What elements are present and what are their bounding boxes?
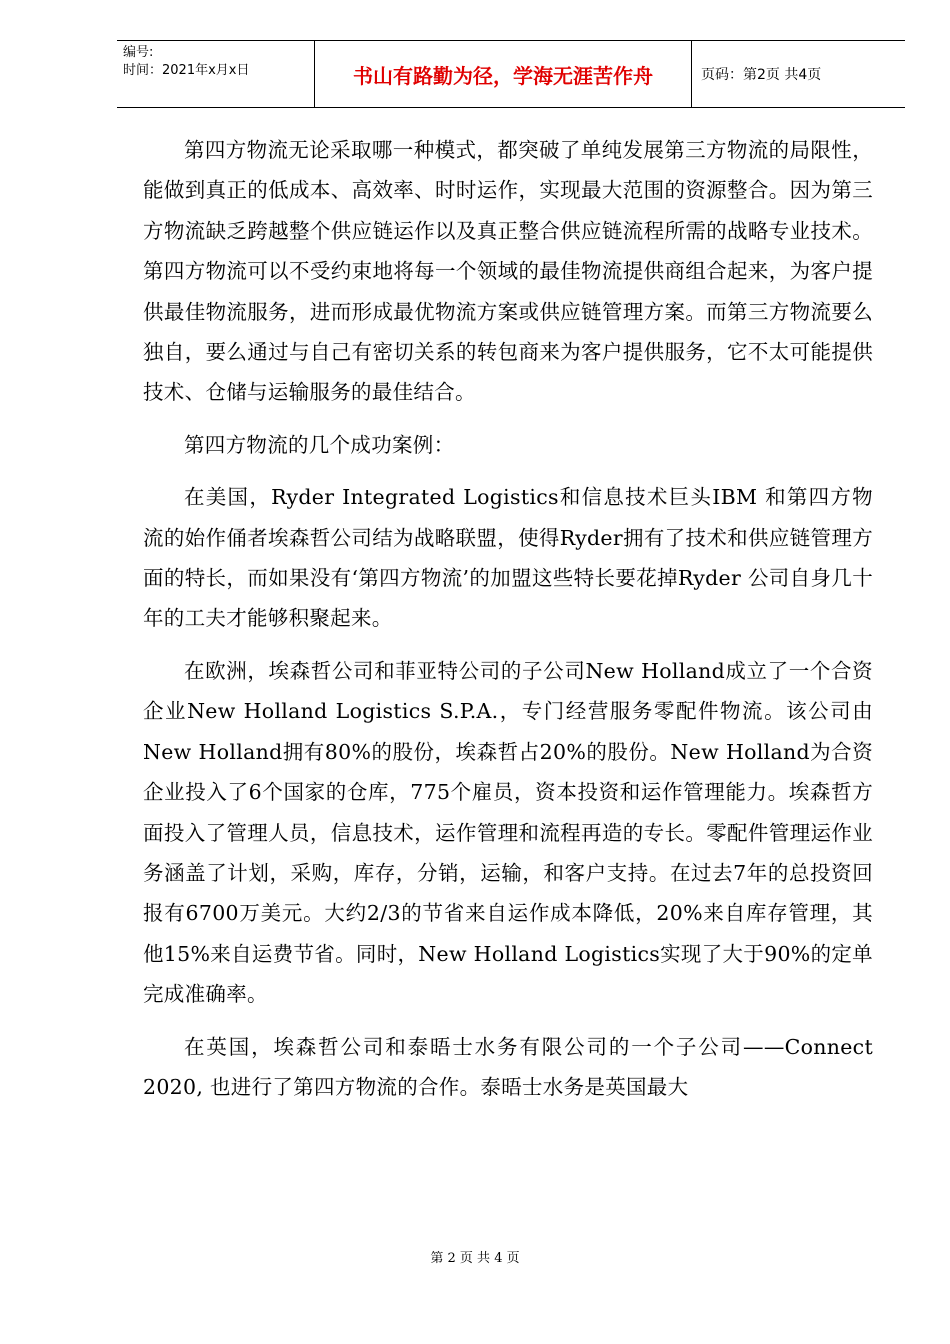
paragraph: 在美国，Ryder Integrated Logistics和信息技术巨头IBM 和第四方物流的始作俑者埃森哲公司结为战略联盟，使得Ryder拥有了技术和供应链管理方面的特长，而如果没有‘第四方物流’的加盟这些特长要花掉Ryder 公司自身几十年的工夫才能够积聚起来。	[143, 485, 873, 631]
paragraph: 在英国，埃森哲公司和泰晤士水务有限公司的一个子公司——Connect 2020, 也进行了第四方物流的合作。泰晤士水务是英国最大	[143, 1034, 873, 1099]
paragraph: 第四方物流无论采取哪一种模式，都突破了单纯发展第三方物流的局限性，能做到真正的低成本、高效率、时时运作，实现最大范围的资源整合。因为第三方物流缺乏跨越整个供应链运作以及真正整合供应链流程所需的战略专业技术。第四方物流可以不受约束地将每一个领域的最佳物流提供商组合起来，为客户提供最佳物流服务，进而形成最优物流方案或供应链管理方案。而第三方物流要么独自，要么通过与自己有密切关系的转包商来为客户提供服务，它不太可能提供技术、仓储与运输服务的最佳结合。	[143, 138, 873, 405]
document-body	[143, 130, 873, 1119]
paragraph: 在欧洲，埃森哲公司和菲亚特公司的子公司New Holland成立了一个合资企业New Holland Logistics S.P.A.，专门经营服务零配件物流。该公司由New Holland拥有80%的股份，埃森哲占20%的股份。New Holland为合资企业投入了6个国家的仓库，775个雇员，资本投资和运作管理能力。埃森哲方面投入了管理人员，信息技术，运作管理和流程再造的专长。零配件管理运作业务涵盖了计划，采购，库存，分销，运输，和客户支持。在过去7年的总投资回报有6700万美元。大约2/3的节省来自运作成本降低，20%来自库存管理，其他15%来自运费节省。同时，New Holland Logistics实现了大于90%的定单完成准确率。	[143, 658, 873, 1007]
document-time-label: 时间：2021年x月x日	[123, 63, 250, 78]
header-meta-cell	[117, 41, 315, 107]
header-motto: 书山有路勤为径，学海无涯苦作舟	[315, 41, 692, 107]
page-footer: 第 2 页 共 4 页	[430, 1251, 520, 1266]
paragraph: 第四方物流的几个成功案例：	[184, 432, 455, 457]
header-page-info: 页码：第2页 共4页	[701, 67, 822, 83]
document-number-label: 编号:	[123, 45, 154, 60]
page-header	[117, 40, 905, 108]
